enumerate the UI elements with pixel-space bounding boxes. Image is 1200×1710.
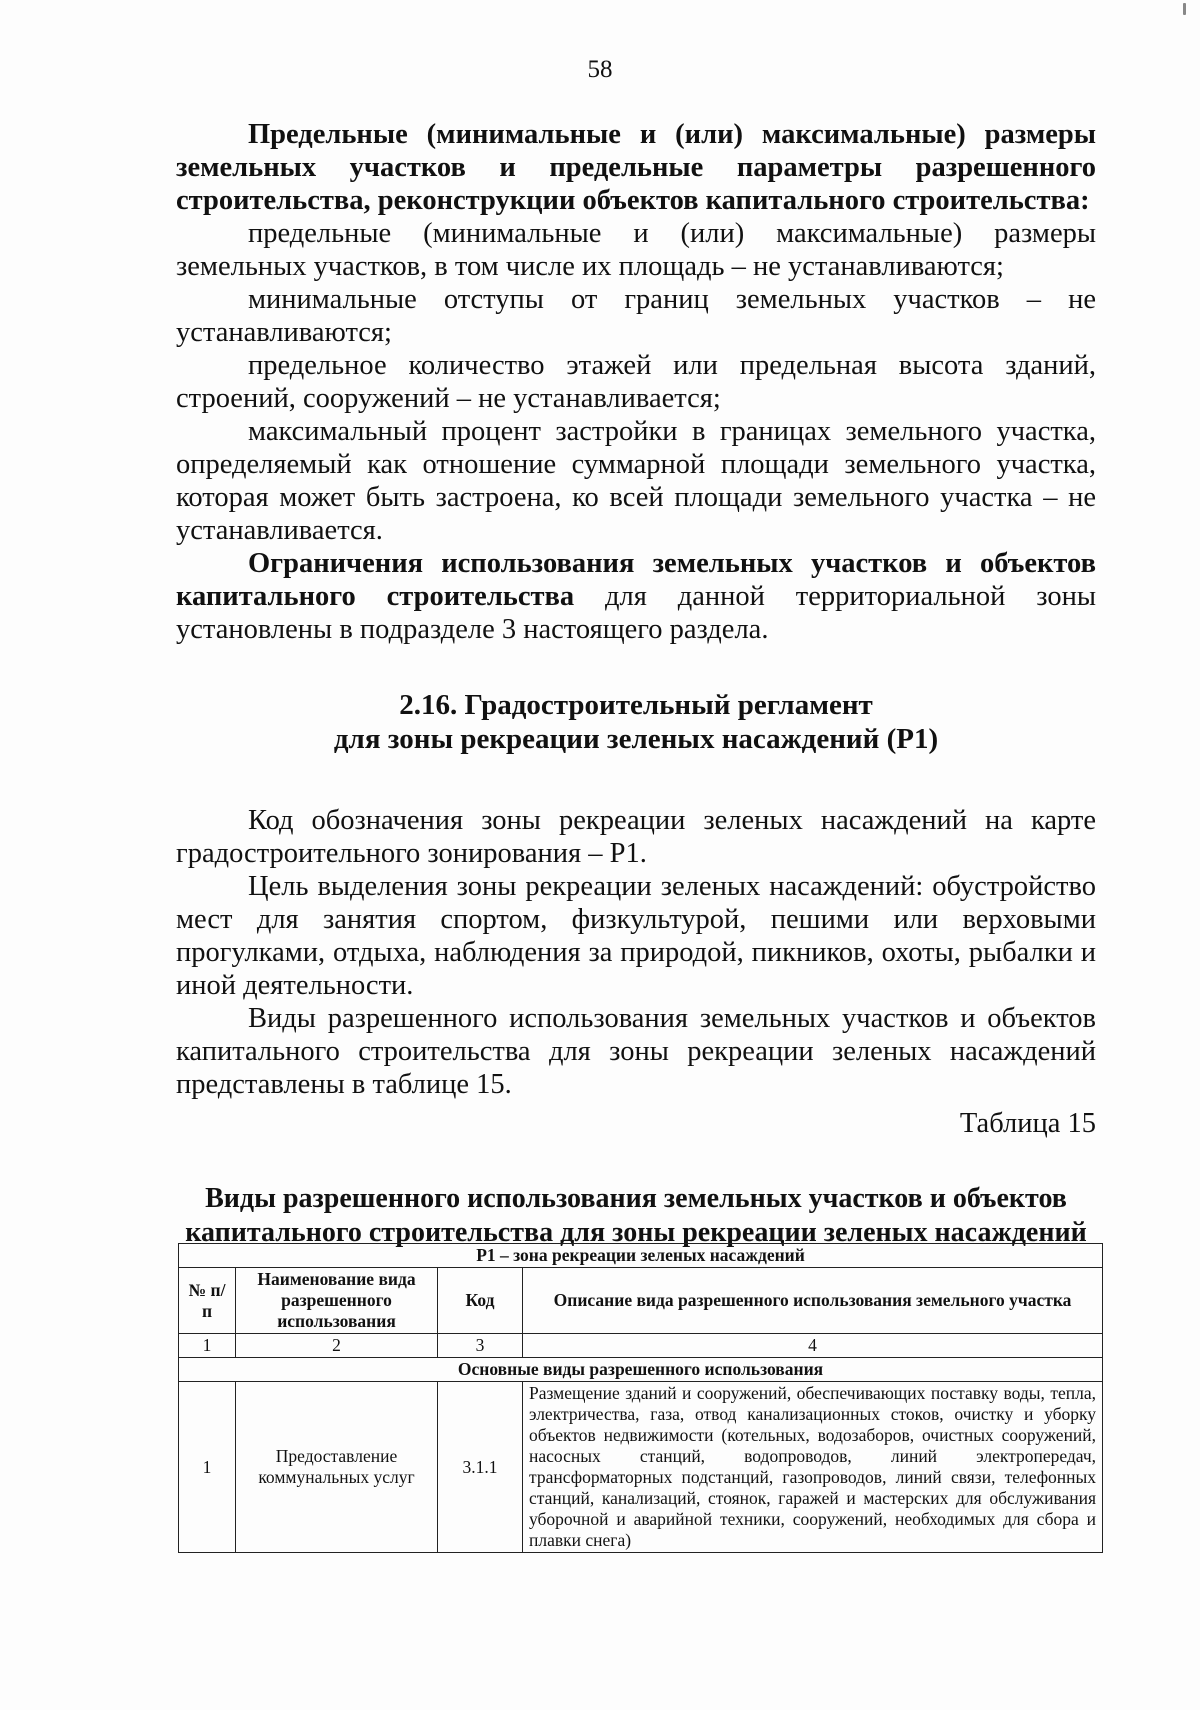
limits-item-2: минимальные отступы от границ земельных участков – не устанавливаются; — [176, 284, 1096, 348]
limits-item-3: предельное количество этажей или предельная высота зданий, строений, сооружений – не устанавливается; — [176, 350, 1096, 414]
restrictions-rest: для данной территориальной зоны установлены в подразделе 3 настоящего раздела. — [176, 581, 1096, 645]
index-cell: 4 — [523, 1334, 1103, 1358]
index-cell: 2 — [236, 1334, 438, 1358]
section-main-label: Основные виды разрешенного использования — [179, 1358, 1103, 1382]
zone-code-paragraph: Код обозначения зоны рекреации зеленых насаждений на карте градостроительного зонирования – Р1. — [176, 805, 1096, 869]
zone-header: Р1 – зона рекреации зеленых насаждений — [179, 1244, 1103, 1268]
section-heading — [176, 688, 1096, 756]
col-header-num: № п/п — [179, 1268, 236, 1334]
col-header-desc: Описание вида разрешенного использования земельного участка — [523, 1268, 1103, 1334]
limits-heading: Предельные (минимальные и (или) максимальные) размеры земельных участков и предельные параметры разрешенного строительства, реконструкции объектов капитального строительства: — [176, 119, 1096, 216]
index-cell: 1 — [179, 1334, 236, 1358]
column-header-row — [179, 1268, 1103, 1334]
table-title — [166, 1182, 1106, 1250]
section-heading-line2: для зоны рекреации зеленых насаждений (Р1) — [333, 723, 939, 755]
section-row — [179, 1358, 1103, 1382]
row-code: 3.1.1 — [438, 1382, 523, 1553]
land-use-table — [178, 1243, 1103, 1553]
zone-header-row — [179, 1244, 1103, 1268]
index-row — [179, 1334, 1103, 1358]
restrictions-bold: Ограничения использования земельных участков и объектов капитального строительства — [176, 548, 1096, 612]
col-header-name: Наименование вида разрешенного использования — [236, 1268, 438, 1334]
scan-speck — [1183, 3, 1186, 15]
index-cell: 3 — [438, 1334, 523, 1358]
row-name: Предоставление коммунальных услуг — [236, 1382, 438, 1553]
limits-item-4: максимальный процент застройки в границах земельного участка, определяемый как отношение суммарной площади земельного участка, которая может быть застроена, ко всей площади земельного участка – не устанавливается. — [176, 416, 1096, 546]
limits-item-1: предельные (минимальные и (или) максимальные) размеры земельных участков, в том числе их площадь – не устанавливаются; — [176, 218, 1096, 282]
section-heading-line1: 2.16. Градостроительный регламент — [399, 689, 873, 721]
zone-types-paragraph: Виды разрешенного использования земельных участков и объектов капитального строительства для зоны рекреации зеленых насаждений представлены в таблице 15. — [176, 1003, 1096, 1100]
row-num: 1 — [179, 1382, 236, 1553]
zone-purpose-paragraph: Цель выделения зоны рекреации зеленых насаждений: обустройство мест для занятия спортом, физкультурой, пешими или верховыми прогулками, отдыха, наблюдения за природой, пикников, охоты, рыбалки и иной деятельности. — [176, 871, 1096, 1001]
table-label: Таблица 15 — [959, 1108, 1096, 1139]
document-body — [176, 118, 1096, 1250]
table-title-line2: капитального строительства для зоны рекреации зеленых насаждений — [185, 1217, 1087, 1248]
row-desc: Размещение зданий и сооружений, обеспечивающих поставку воды, тепла, электричества, газа, отвод канализационных стоков, очистку и уборку объектов недвижимости (котельных, водозаборов, очистных сооружений, насосных станций, водопроводов, линий электропередач, трансформаторных подстанций, газопроводов, линий связи, телефонных станций, канализаций, стоянок, гаражей и мастерских для обслуживания уборочной и аварийной техники, сооружений, необходимых для сбора и плавки снега) — [523, 1382, 1103, 1553]
col-header-code: Код — [438, 1268, 523, 1334]
table-row — [179, 1382, 1103, 1553]
restrictions-paragraph — [176, 547, 1096, 646]
page-number: 58 — [587, 56, 613, 83]
table-title-line1: Виды разрешенного использования земельных участков и объектов — [205, 1183, 1067, 1214]
